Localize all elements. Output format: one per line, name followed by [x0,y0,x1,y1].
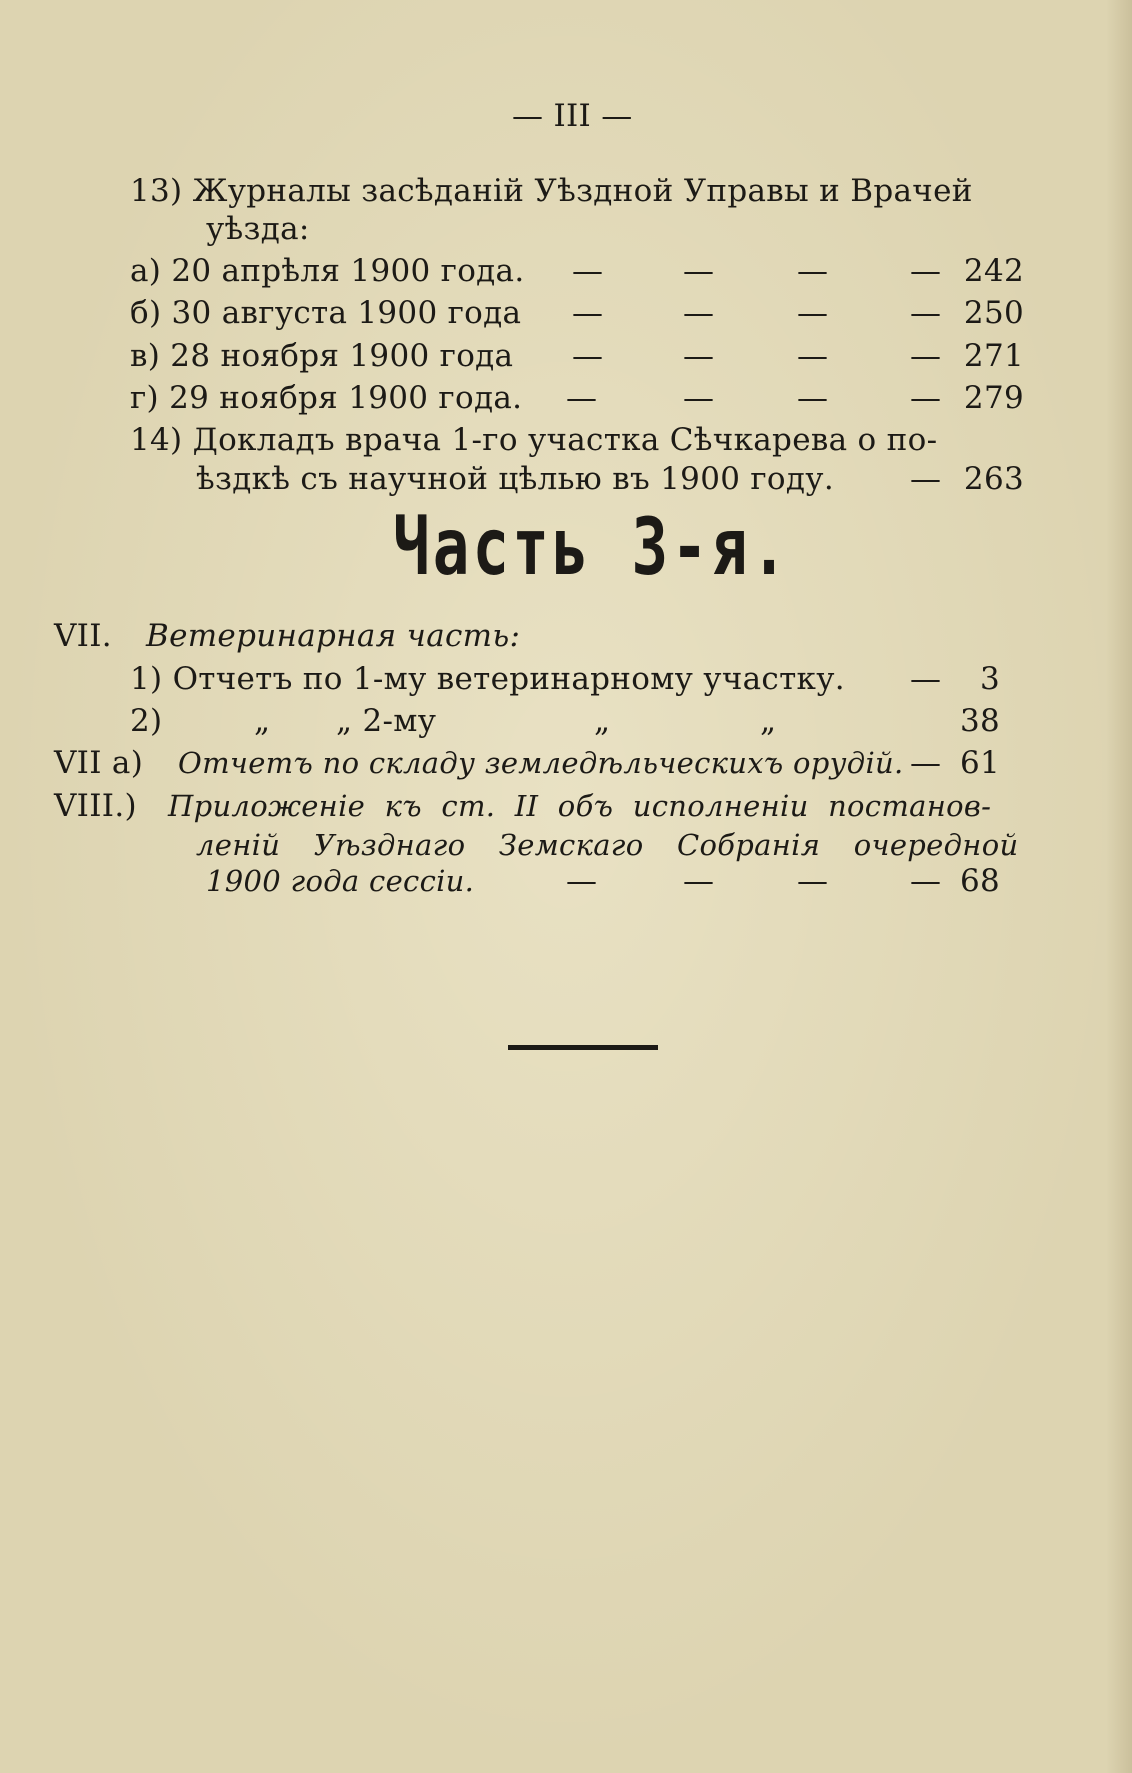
item-13-line-2: уѣзда: [206,211,310,247]
section-viii-line-1: Приложеніе къ ст. II объ исполненіи постанов- [168,789,992,823]
section-viii-page: 68 [960,863,1001,899]
ditto-mark: „ [254,703,271,739]
leader-dash: — [910,863,941,899]
entry-13a-page: 242 [963,253,1024,289]
ditto-mark: „ [760,703,777,739]
entry-13b-page: 250 [963,295,1024,331]
section-vii-title: Ветеринарная часть: [146,618,521,654]
section-viii-line-3: 1900 года сессіи. [206,864,475,898]
part-heading: Часть 3-я. [393,503,791,593]
leader-dash: — [683,295,714,331]
item-14-page: 263 [963,461,1024,497]
entry-13d-page: 279 [963,380,1024,416]
item-14-line-1: 14) Докладъ врача 1-го участка Сѣчкарева о по- [130,422,938,458]
leader-dash: — [910,745,941,781]
leader-dash: — [683,863,714,899]
leader-dash: — [572,295,603,331]
leader-dash: — [797,253,828,289]
leader-dash: — [566,863,597,899]
leader-dash: — [910,295,941,331]
leader-dash: — [566,380,597,416]
entry-13d-label: г) 29 ноября 1900 года. [130,380,523,416]
leader-dash: — [797,380,828,416]
leader-dash: — [910,661,941,697]
leader-dash: — [797,338,828,374]
entry-13a-label: а) 20 апрѣля 1900 года. [130,253,525,289]
section-viii-prefix: VIII.) [54,788,137,824]
leader-dash: — [797,863,828,899]
section-viia-prefix: VII а) [54,745,144,781]
leader-dash: — [572,253,603,289]
page-edge-shadow [1106,0,1132,1773]
entry-13c-page: 271 [963,338,1024,374]
leader-dash: — [683,253,714,289]
entry-13c-label: в) 28 ноября 1900 года [130,338,514,374]
section-viia-page: 61 [960,745,1001,781]
section-vii-entry-2-num: 2) [130,703,163,739]
item-14-line-2: ѣздкѣ съ научной цѣлью въ 1900 году. [196,461,834,497]
leader-dash: — [910,461,941,497]
leader-dash: — [683,380,714,416]
section-vii-numeral: VII. [54,618,112,654]
section-viia-title: Отчетъ по складу земледѣльческихъ орудій. [178,746,904,780]
closing-rule [508,1045,658,1050]
section-vii-entry-2-page: 38 [960,703,1001,739]
leader-dash: — [910,338,941,374]
section-viii-line-2: леній Уѣзднаго Земскаго Собранія очередной [196,828,1019,862]
leader-dash: — [797,295,828,331]
entry-13b-label: б) 30 августа 1900 года [130,295,522,331]
leader-dash: — [910,253,941,289]
ditto-mark: „ [594,703,611,739]
ditto-mark-2-mu: „ 2-му [336,703,437,739]
section-vii-entry-1-label: 1) Отчетъ по 1-му ветеринарному участку. [130,661,845,697]
leader-dash: — [683,338,714,374]
leader-dash: — [910,380,941,416]
section-vii-entry-1-page: 3 [979,661,1000,697]
leader-dash: — [572,338,603,374]
page-number: — III — [512,98,633,134]
item-13-line-1: 13) Журналы засѣданій Уѣздной Управы и Врачей [130,173,973,209]
